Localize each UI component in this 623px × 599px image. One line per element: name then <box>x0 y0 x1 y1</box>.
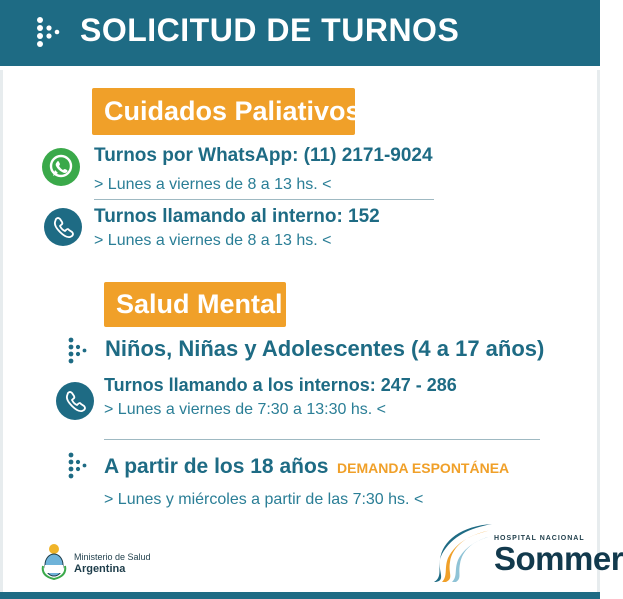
phone-title: Turnos llamando al interno: 152 <box>94 206 380 227</box>
hospital-name: Sommer <box>494 540 623 577</box>
phone-hours: > Lunes a viernes de 8 a 13 hs. < <box>94 232 332 249</box>
header-banner <box>0 0 600 70</box>
phone-icon[interactable] <box>56 382 94 420</box>
page-title: SOLICITUD DE TURNOS <box>80 12 460 48</box>
dots-icon <box>36 16 66 50</box>
phone-internos-title: Turnos llamando a los internos: 247 - 286 <box>104 375 457 395</box>
demanda-espontanea-tag: DEMANDA ESPONTÁNEA <box>337 460 510 476</box>
section-badge-mental: Salud Mental <box>104 282 286 327</box>
ministerio-label: Ministerio de Salud <box>74 552 151 562</box>
whatsapp-title: Turnos por WhatsApp: (11) 2171-9024 <box>94 145 433 166</box>
argentina-emblem-icon <box>40 542 68 580</box>
ninos-title: Niños, Niñas y Adolescentes (4 a 17 años) <box>105 336 545 361</box>
bottom-bar <box>0 592 600 599</box>
whatsapp-hours: > Lunes a viernes de 8 a 13 hs. < <box>94 176 332 193</box>
adultos-title: A partir de los 18 años <box>104 455 329 478</box>
phone-internos-hours: > Lunes a viernes de 7:30 a 13:30 hs. < <box>104 401 386 418</box>
hospital-logo-icon <box>432 520 494 584</box>
whatsapp-icon[interactable] <box>42 148 80 186</box>
dots-icon <box>68 452 90 480</box>
dots-icon <box>68 337 90 365</box>
divider <box>104 439 540 440</box>
adultos-hours: > Lunes y miércoles a partir de las 7:30 hs. < <box>104 491 424 508</box>
divider <box>94 199 434 200</box>
ministerio-country: Argentina <box>74 563 126 575</box>
section-badge-paliativos: Cuidados Paliativos <box>92 88 355 135</box>
hospital-small-label: HOSPITAL NACIONAL <box>494 535 585 542</box>
phone-icon[interactable] <box>44 208 82 246</box>
